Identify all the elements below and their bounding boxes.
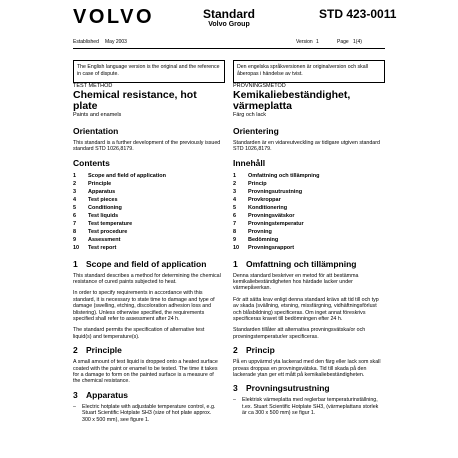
english-orientation-heading: Orientation [73, 125, 119, 136]
toc-item: 3 Apparatus [73, 188, 116, 195]
swedish-doc-title: Kemikaliebeständighet, värmeplatta [233, 89, 351, 113]
english-notice-text: The English language version is the original and the reference in case of dispute. [77, 64, 220, 77]
english-orientation-text: This standard is a further development of the previously issued standard STD 1026,8179. [73, 139, 221, 153]
volvo-logo: VOLVO [73, 6, 155, 28]
swedish-contents-heading: Innehåll [233, 157, 266, 168]
toc-item: 7 Test temperature [73, 221, 133, 228]
header-divider [73, 48, 385, 49]
swedish-notice-text: Den engelska språkversionen är originalversion och skall åberopas i händelse av tvist. [237, 64, 368, 77]
english-doc-label: TEST METHOD [73, 83, 113, 89]
swedish-orientation-text: Standarden är en vidareutveckling av tidigare utgiven standard STD 1026,8179. [233, 139, 380, 153]
toc-item: 4 Provkroppar [233, 196, 281, 203]
swedish-section-1-para-2: För att sätta krav enligt denna standard krävs att tid till och typ av skada (svällning, etsning, missfärgning, vidhäftningsförlust och blåsbildning) specificeras. Om inget annat föreskrivs specificeras kravet till bedömningen efter 24 h. [233, 296, 379, 322]
swedish-column [233, 83, 381, 417]
version-label: Version [296, 39, 313, 45]
swedish-toc [233, 172, 381, 253]
toc-item: 9 Assessment [73, 237, 121, 244]
english-section-1-heading: 1 Scope and field of application [73, 258, 207, 269]
english-section-2-para-1: A small amount of test liquid is dropped onto a heated surface coated with the paint or enamel to be tested. The time it takes for a damage to form on the painted surface is a measure of the chemical resistance. [73, 359, 218, 385]
version-value: 1 [316, 39, 319, 45]
english-doc-subtitle: Paints and enamels [73, 112, 122, 119]
english-doc-title: Chemical resistance, hot plate [73, 89, 197, 113]
swedish-section-1-heading: 1 Omfattning och tillämpning [233, 258, 357, 269]
toc-item: 8 Provning [233, 229, 272, 236]
english-contents-heading: Contents [73, 157, 110, 168]
swedish-section-3-heading: 3 Provningsutrustning [233, 383, 330, 394]
swedish-doc-label: PROVNINGSMETOD [233, 83, 286, 89]
toc-item: 1 Omfattning och tillämpning [233, 172, 320, 179]
english-section-2-heading: 2 Principle [73, 345, 122, 356]
english-section-1-para-2: In order to specify requirements in accordance with this standard, it is necessary to state time to damage and type of damage (swelling, etching, discoloration adhesion loss and blistering). Unless otherwise specified, the requirements specified shall refer to assessment after 24 h. [73, 290, 215, 322]
swedish-orientation-heading: Orientering [233, 125, 279, 136]
toc-item: 1 Scope and field of application [73, 172, 166, 179]
page-value: 1(4) [353, 39, 362, 45]
swedish-section-2-para-1: På en uppvärmd yta lackerad med den färg eller lack som skall provas droppas en provningsvätska. Tid till skada på den lackerade ytan ger ett mått på kemikaliebeständigheten. [233, 359, 381, 379]
english-section-3-heading: 3 Apparatus [73, 389, 129, 400]
standard-title: Standard [202, 7, 255, 21]
swedish-section-1-para-1: Denna standard beskriver en metod för att bestämma kemikaliebeständigheten hos härdade lacker under värmepåverkan. [233, 272, 359, 292]
toc-item: 6 Provningsvätskor [233, 213, 295, 220]
toc-item: 9 Bedömning [233, 237, 279, 244]
established-label: Established [73, 39, 99, 45]
swedish-section-2-heading: 2 Princip [233, 345, 275, 356]
toc-item: 2 Princip [233, 180, 267, 187]
swedish-doc-subtitle: Färg och lack [233, 112, 267, 119]
toc-item: 6 Test liquids [73, 213, 119, 220]
toc-item: 8 Test procedure [73, 229, 128, 236]
english-notice-box [73, 60, 225, 83]
toc-item: 2 Principle [73, 180, 112, 187]
english-section-3-bullet: – Electric hotplate with adjustable temperature control, e.g. Stuart Scientific Hotplate SH3 (size of hot plate approx. 300 x 500 mm), see figure 1. [73, 403, 216, 423]
established-date: May 2003 [105, 39, 127, 45]
english-column [73, 83, 221, 423]
swedish-section-1-para-3: Standarden tillåter att alternativa provningsvätska/or och provningstemperatur/er specificeras. [233, 327, 366, 340]
toc-item: 10 Test report [73, 245, 117, 252]
toc-item: 4 Test pieces [73, 196, 118, 203]
standard-number: STD 423-0011 [319, 7, 397, 21]
english-section-1-para-1: This standard describes a method for determining the chemical resistance of cured paints subjected to heat. [73, 272, 221, 285]
page-label: Page [337, 39, 349, 45]
swedish-section-3-bullet: – Elektrisk värmeplatta med reglerbar temperaturinställning, t.ex. Stuart Scientific Hotplate SH3, (värmeplattans storlek är ca 300 x 500 mm) se figur 1. [233, 397, 379, 417]
toc-item: 7 Provningstemperatur [233, 221, 304, 228]
toc-item: 10 Provningsrapport [233, 245, 295, 252]
toc-item: 5 Conditioning [73, 205, 122, 211]
toc-item: 3 Provningsutrustning [233, 188, 303, 195]
english-section-1-para-3: The standard permits the specification of alternative test liquid(s) and temperature(s). [73, 327, 205, 340]
toc-item: 5 Konditionering [233, 205, 288, 211]
standard-subtitle: Volvo Group [208, 21, 250, 28]
swedish-notice-box [233, 60, 385, 83]
english-toc [73, 172, 221, 253]
